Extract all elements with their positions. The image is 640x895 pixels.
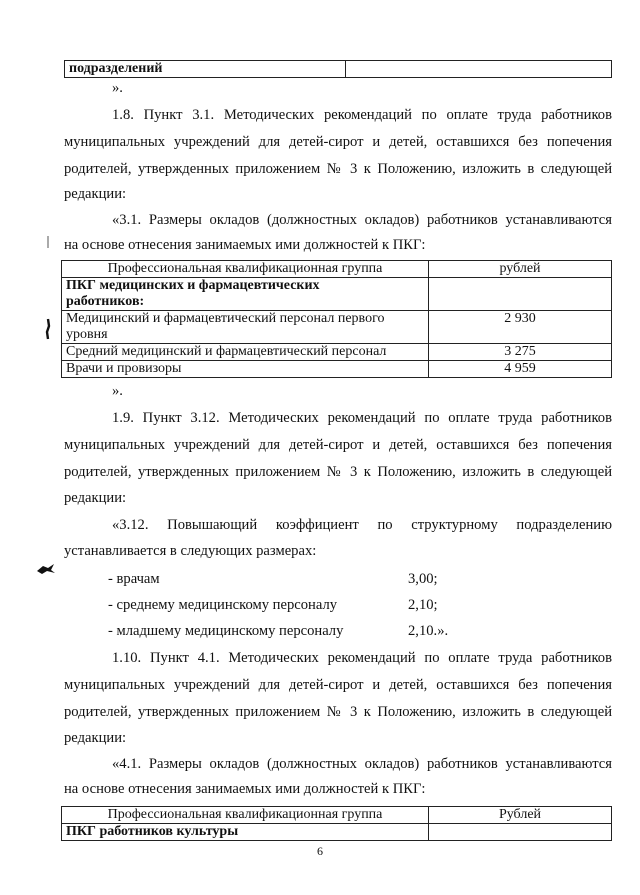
para-1-9-line-4: редакции: (64, 490, 127, 506)
para-1-8-line-4: редакции: (64, 186, 127, 202)
para-3-12-line-2: устанавливается в следующих размерах: (64, 543, 317, 559)
table-header-row (62, 807, 612, 824)
row-1-name-line-1: Медицинский и фармацевтический персонал первого (66, 311, 385, 326)
scan-mark-icon (44, 318, 52, 340)
table-group-title: ПКГ работников культуры (62, 824, 429, 841)
coefficient-value: 2,10.». (408, 623, 449, 639)
para-4-1-line-1: «4.1. Размеры окладов (должностных окладов) работников устанавливаются (112, 756, 612, 772)
close-quote: ». (112, 80, 123, 96)
salary-table-medical (61, 260, 612, 378)
para-3-1-line-1: «3.1. Размеры окладов (должностных окладов) работников устанавливаются (112, 212, 612, 228)
para-4-1-line-2: на основе отнесения занимаемых ими должностей к ПКГ: (64, 781, 426, 797)
coefficient-label: - среднему медицинскому персоналу (108, 597, 338, 613)
table-header-group: Профессиональная квалификационная группа (62, 807, 429, 824)
para-1-9-line-3: родителей, утвержденных приложением № 3 к Положению, изложить в следующей (64, 464, 612, 480)
para-1-8-line-3: родителей, утвержденных приложением № 3 к Положению, изложить в следующей (64, 161, 612, 177)
top-table-cell-label: подразделений (65, 61, 346, 78)
table-cell-value: 2 930 (429, 311, 612, 344)
coefficient-label: - врачам (108, 571, 160, 587)
table-header-group: Профессиональная квалификационная группа (62, 261, 429, 278)
table-cell-name (62, 311, 429, 344)
table-group-title (62, 278, 429, 311)
page-number: 6 (317, 844, 323, 858)
table-header-unit: рублей (429, 261, 612, 278)
para-1-8-line-1: 1.8. Пункт 3.1. Методических рекомендаций по оплате труда работников (112, 107, 612, 123)
scan-tick-icon (46, 236, 50, 248)
para-3-1-line-2: на основе отнесения занимаемых ими должностей к ПКГ: (64, 237, 426, 253)
para-1-9-line-2: муниципальных учреждений для детей-сирот и детей, оставшихся без попечения (64, 437, 612, 453)
para-1-10-line-3: родителей, утвержденных приложением № 3 к Положению, изложить в следующей (64, 704, 612, 720)
para-1-10-line-2: муниципальных учреждений для детей-сирот и детей, оставшихся без попечения (64, 677, 612, 693)
row-1-name-line-2: уровня (66, 327, 108, 342)
salary-table-culture (61, 806, 612, 841)
coefficient-label: - младшему медицинскому персоналу (108, 623, 344, 639)
table-cell-name: Средний медицинский и фармацевтический персонал (62, 344, 429, 361)
para-1-9-line-1: 1.9. Пункт 3.12. Методических рекомендаций по оплате труда работников (112, 410, 612, 426)
table-cell-empty (429, 278, 612, 311)
para-1-10-line-1: 1.10. Пункт 4.1. Методических рекомендаций по оплате труда работников (112, 650, 612, 666)
para-1-10-line-4: редакции: (64, 730, 127, 746)
table-header-row (62, 261, 612, 278)
group-title-line-1: ПКГ медицинских и фармацевтических (66, 278, 320, 293)
table-row (62, 361, 612, 378)
para-1-8-line-2: муниципальных учреждений для детей-сирот и детей, оставшихся без попечения (64, 134, 612, 150)
table-row (62, 278, 612, 311)
coefficient-value: 3,00; (408, 571, 438, 587)
coefficient-value: 2,10; (408, 597, 438, 613)
para-3-12-line-1: «3.12. Повышающий коэффициент по структурному подразделению (112, 517, 612, 533)
table-row (62, 824, 612, 841)
top-table-fragment (64, 60, 612, 78)
table-cell-empty (429, 824, 612, 841)
table-cell-name: Врачи и провизоры (62, 361, 429, 378)
scan-blot-icon (36, 562, 56, 576)
table-row (62, 311, 612, 344)
top-table-cell-empty (346, 61, 612, 78)
group-title-line-2: работников: (66, 294, 145, 309)
table-header-unit: Рублей (429, 807, 612, 824)
table-cell-value: 3 275 (429, 344, 612, 361)
close-quote: ». (112, 383, 123, 399)
table-cell-value: 4 959 (429, 361, 612, 378)
table-row (62, 344, 612, 361)
